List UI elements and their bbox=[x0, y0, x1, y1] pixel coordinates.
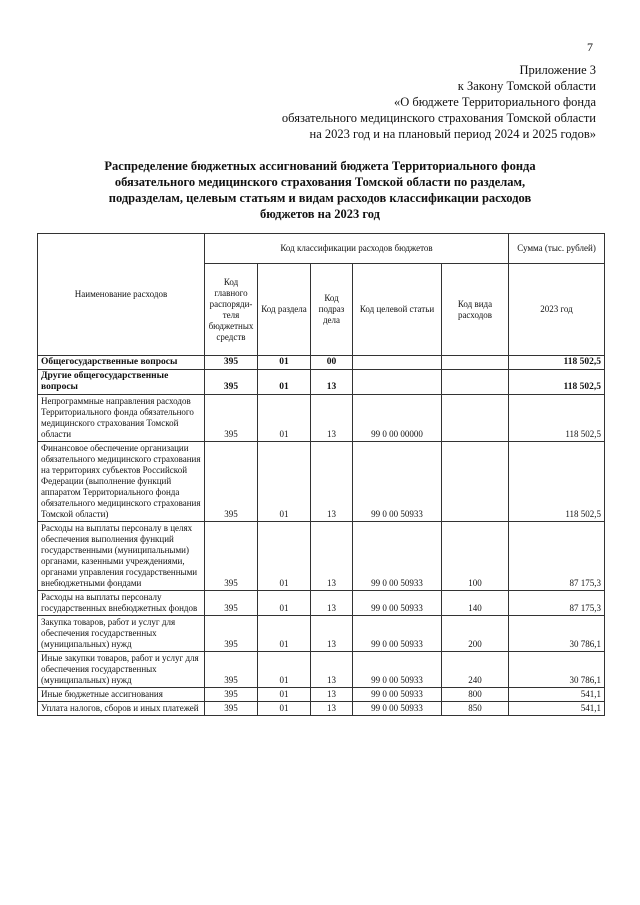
table-row bbox=[38, 395, 605, 442]
cell-subsection: 13 bbox=[311, 370, 353, 395]
cell-name: Финансовое обеспечение организации обязательного медицинского страхования на территориях субъектов Российской Федерации (выполнение функций аппаратом Территориального фонда обязательного медицинского страхования Томской области) bbox=[38, 442, 205, 522]
cell-section: 01 bbox=[258, 591, 311, 616]
cell-name: Закупка товаров, работ и услуг для обеспечения государственных (муниципальных) нужд bbox=[38, 616, 205, 652]
cell-name: Расходы на выплаты персоналу государственных внебюджетных фондов bbox=[38, 591, 205, 616]
cell-admin: 395 bbox=[205, 616, 258, 652]
cell-section: 01 bbox=[258, 522, 311, 591]
cell-subsection: 13 bbox=[311, 652, 353, 688]
cell-section: 01 bbox=[258, 702, 311, 716]
document-title bbox=[40, 158, 600, 222]
budget-table bbox=[37, 233, 605, 716]
header-classification: Код классификации расходов бюджетов bbox=[205, 234, 509, 264]
cell-kind: 800 bbox=[442, 688, 509, 702]
cell-target: 99 0 00 00000 bbox=[353, 395, 442, 442]
header-year: 2023 год bbox=[509, 264, 605, 356]
header-admin: Код главного распоряди-теля бюджетных средств bbox=[205, 264, 258, 356]
cell-kind: 850 bbox=[442, 702, 509, 716]
cell-target: 99 0 00 50933 bbox=[353, 591, 442, 616]
header-subsection: Код подраз дела bbox=[311, 264, 353, 356]
cell-kind: 240 bbox=[442, 652, 509, 688]
cell-admin: 395 bbox=[205, 688, 258, 702]
appendix-line: Приложение 3 bbox=[519, 63, 596, 77]
cell-section: 01 bbox=[258, 652, 311, 688]
cell-admin: 395 bbox=[205, 370, 258, 395]
cell-admin: 395 bbox=[205, 522, 258, 591]
title-line: обязательного медицинского страхования Томской области по разделам, bbox=[114, 175, 526, 189]
cell-amount: 118 502,5 bbox=[509, 442, 605, 522]
cell-subsection: 13 bbox=[311, 522, 353, 591]
page-number: 7 bbox=[587, 40, 593, 54]
cell-target: 99 0 00 50933 bbox=[353, 616, 442, 652]
header-target: Код целевой статьи bbox=[353, 264, 442, 356]
cell-section: 01 bbox=[258, 395, 311, 442]
appendix-line: к Закону Томской области bbox=[457, 79, 596, 93]
cell-subsection: 13 bbox=[311, 442, 353, 522]
cell-amount: 118 502,5 bbox=[509, 370, 605, 395]
cell-kind bbox=[442, 395, 509, 442]
table-row bbox=[38, 688, 605, 702]
cell-amount: 30 786,1 bbox=[509, 652, 605, 688]
appendix-line: «О бюджете Территориального фонда bbox=[393, 95, 596, 109]
cell-kind bbox=[442, 370, 509, 395]
header-section: Код раздела bbox=[258, 264, 311, 356]
cell-amount: 118 502,5 bbox=[509, 356, 605, 370]
table-row bbox=[38, 356, 605, 370]
cell-amount: 87 175,3 bbox=[509, 522, 605, 591]
cell-admin: 395 bbox=[205, 702, 258, 716]
cell-amount: 118 502,5 bbox=[509, 395, 605, 442]
cell-subsection: 13 bbox=[311, 616, 353, 652]
table-row bbox=[38, 702, 605, 716]
cell-name: Иные закупки товаров, работ и услуг для обеспечения государственных (муниципальных) нужд bbox=[38, 652, 205, 688]
cell-target bbox=[353, 370, 442, 395]
table-row bbox=[38, 442, 605, 522]
cell-section: 01 bbox=[258, 442, 311, 522]
cell-target: 99 0 00 50933 bbox=[353, 652, 442, 688]
cell-section: 01 bbox=[258, 616, 311, 652]
cell-admin: 395 bbox=[205, 356, 258, 370]
cell-kind bbox=[442, 356, 509, 370]
table-row bbox=[38, 616, 605, 652]
header-name: Наименование расходов bbox=[38, 234, 205, 356]
cell-target: 99 0 00 50933 bbox=[353, 688, 442, 702]
title-line: Распределение бюджетных ассигнований бюджета Территориального фонда bbox=[104, 159, 536, 173]
cell-amount: 541,1 bbox=[509, 702, 605, 716]
cell-subsection: 13 bbox=[311, 702, 353, 716]
cell-admin: 395 bbox=[205, 591, 258, 616]
cell-section: 01 bbox=[258, 688, 311, 702]
header-sum: Сумма (тыс. рублей) bbox=[509, 234, 605, 264]
cell-section: 01 bbox=[258, 370, 311, 395]
cell-kind bbox=[442, 442, 509, 522]
cell-admin: 395 bbox=[205, 652, 258, 688]
cell-target: 99 0 00 50933 bbox=[353, 522, 442, 591]
table-row bbox=[38, 591, 605, 616]
cell-name: Общегосударственные вопросы bbox=[38, 356, 205, 370]
appendix-line: на 2023 год и на плановый период 2024 и 2025 годов» bbox=[309, 127, 596, 141]
cell-name: Расходы на выплаты персоналу в целях обеспечения выполнения функций государственными (муниципальными) органами, казенными учреждениями, органами управления государственными внебюджетными фондами bbox=[38, 522, 205, 591]
table-row bbox=[38, 652, 605, 688]
cell-target bbox=[353, 356, 442, 370]
cell-target: 99 0 00 50933 bbox=[353, 442, 442, 522]
cell-amount: 30 786,1 bbox=[509, 616, 605, 652]
cell-amount: 87 175,3 bbox=[509, 591, 605, 616]
header-kind: Код вида расходов bbox=[442, 264, 509, 356]
cell-target: 99 0 00 50933 bbox=[353, 702, 442, 716]
cell-admin: 395 bbox=[205, 395, 258, 442]
appendix-line: обязательного медицинского страхования Томской области bbox=[281, 111, 596, 125]
cell-subsection: 13 bbox=[311, 395, 353, 442]
cell-subsection: 13 bbox=[311, 688, 353, 702]
table-row bbox=[38, 370, 605, 395]
cell-subsection: 13 bbox=[311, 591, 353, 616]
title-line: подразделам, целевым статьям и видам расходов классификации расходов bbox=[108, 191, 532, 205]
cell-subsection: 00 bbox=[311, 356, 353, 370]
cell-kind: 140 bbox=[442, 591, 509, 616]
cell-kind: 200 bbox=[442, 616, 509, 652]
appendix-header bbox=[282, 62, 596, 142]
cell-name: Непрограммные направления расходов Территориального фонда обязательного медицинского страхования Томской области bbox=[38, 395, 205, 442]
cell-name: Иные бюджетные ассигнования bbox=[38, 688, 205, 702]
cell-name: Другие общегосударственные вопросы bbox=[38, 370, 205, 395]
cell-amount: 541,1 bbox=[509, 688, 605, 702]
title-line: бюджетов на 2023 год bbox=[260, 207, 380, 221]
table-row bbox=[38, 522, 605, 591]
cell-name: Уплата налогов, сборов и иных платежей bbox=[38, 702, 205, 716]
cell-kind: 100 bbox=[442, 522, 509, 591]
cell-section: 01 bbox=[258, 356, 311, 370]
cell-admin: 395 bbox=[205, 442, 258, 522]
